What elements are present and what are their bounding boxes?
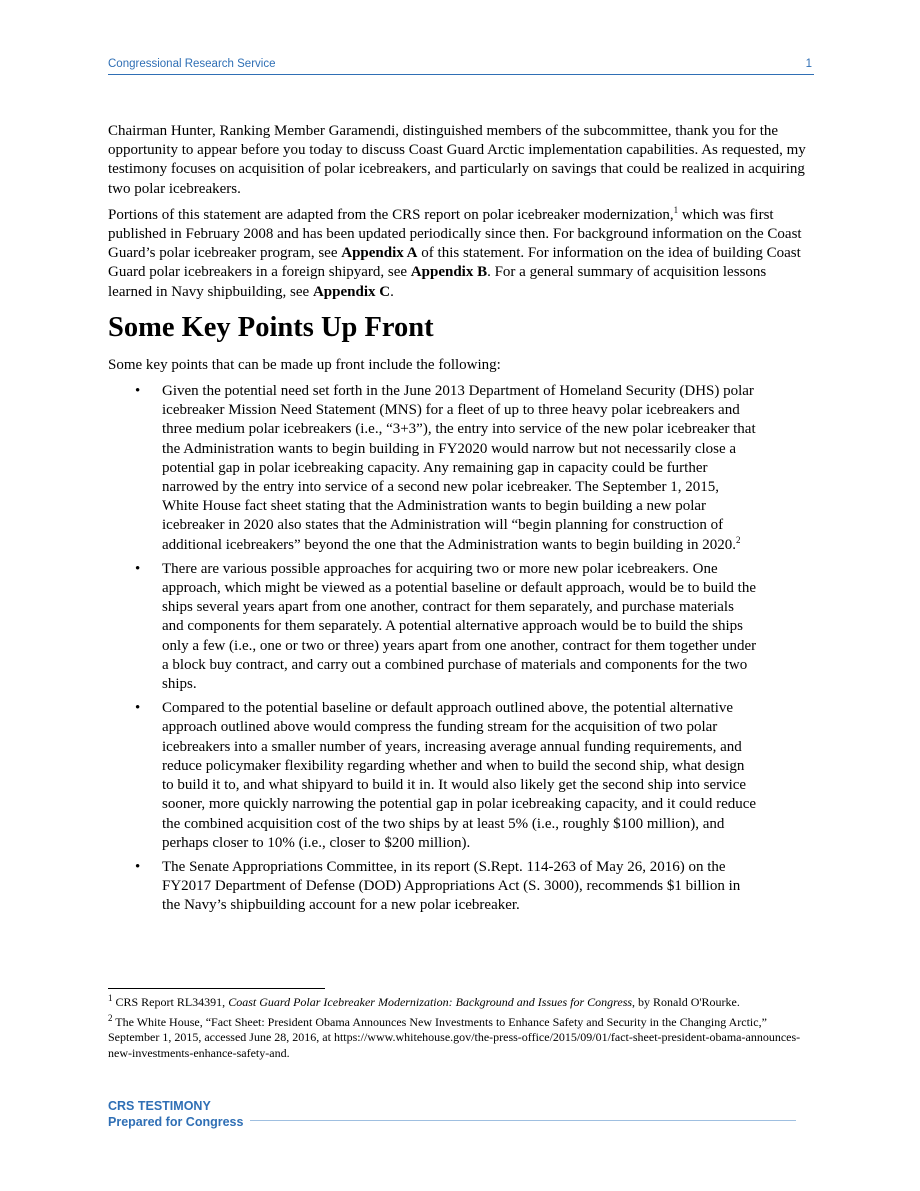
appendix-c-ref: Appendix C [312,283,391,300]
footer-divider [250,1120,796,1121]
footnote-ref-2[interactable]: 2 [736,534,741,545]
intro-text: . [390,283,394,300]
list-item [108,560,758,694]
intro-text: of this statement. For information on the idea of building Coast Guard polar icebreakers in a foreign shipyard, see [108,245,801,281]
intro-paragraph-2 [108,206,814,302]
intro-paragraph-1: Chairman Hunter, Ranking Member Garamendi, distinguished members of the subcommittee, thank you for the opportunity to appear before you today to discuss Coast Guard Arctic implementation capabilities. As requested, my testimony focuses on acquisition of polar icebreakers, and particularly on savings that could be realized in acquiring two polar icebreakers. [108,123,806,197]
intro-text: Portions of this statement are adapted from the CRS report on polar icebreaker modernization, [108,206,674,223]
footnote-number: 1 [108,993,113,1003]
list-item-text: The Senate Appropriations Committee, in its report (S.Rept. 114-263 of May 26, 2016) on the FY2017 Department of Defense (DOD) Appropriations Act (S. 3000), recommends $1 billion in the Navy’s shipbuilding account for a new polar icebreaker. [162,858,741,914]
page-number: 1 [805,58,812,70]
key-points-list [108,382,814,915]
footnote-number: 2 [108,1012,113,1023]
footer-subtitle: Prepared for Congress [108,1115,244,1129]
appendix-a-ref: Appendix A [341,245,418,262]
footer-title: CRS TESTIMONY [108,1099,211,1113]
section-heading: Some Key Points Up Front [108,311,434,343]
footnote-report-title: Coast Guard Polar Icebreaker Modernization: Background and Issues for Congress [228,995,633,1009]
footnotes [108,995,816,1065]
page-footer [108,1098,243,1130]
list-item [108,382,758,555]
intro-text: . For a general summary of acquisition lessons learned in Navy shipbuilding, see [108,264,767,300]
bullet-icon: • [135,858,141,875]
bullet-icon: • [135,383,141,400]
main-content [108,122,814,921]
footnote-divider [108,988,325,989]
footnote-text: CRS Report RL34391, [112,995,229,1009]
bullet-icon: • [135,560,141,577]
footnote-text: , by Ronald O'Rourke. [632,995,740,1009]
list-item [108,699,758,853]
footnote-text[interactable]: The White House, “Fact Sheet: President Obama Announces New Investments to Enhance Safety and Security in the Changing Arctic,” September 1, 2015, accessed June 28, 2016, at https://www.whitehouse.gov/the-press-office/2015/09/01/fact-sheet-president-obama-announces-new-investments-enhance-safety-and. [108,1014,801,1060]
footnote-1 [108,995,816,1011]
page-header [108,58,814,75]
list-item [108,858,758,916]
list-item-text: Given the potential need set forth in the June 2013 Department of Homeland Security (DHS) polar icebreaker Mission Need Statement (MNS) for a fleet of up to three heavy polar icebreakers and three medium polar icebreakers (i.e., “3+3”), the entry into service of the new polar icebreaker that the Administration wants to begin building in FY2020 would narrow but not necessarily close a potential gap in polar icebreaking capacity. Any remaining gap in capacity could be further narrowed by the entry into service of a second new polar icebreaker. The September 1, 2015, White House fact sheet stating that the Administration wants to begin building a new polar icebreaker in 2020 also states that the Administration will “begin planning for construction of additional icebreakers” beyond the one that the Administration wants to begin building in 2020. [162,383,756,553]
footnote-ref-1[interactable]: 1 [673,204,679,215]
section-lead: Some key points that can be made up front include the following: [108,356,501,373]
appendix-b-ref: Appendix B [410,264,488,281]
list-item-text: Compared to the potential baseline or default approach outlined above, the potential alternative approach outlined above would compress the funding stream for the acquisition of two polar icebreakers into a smaller number of years, increasing average annual funding requirements, and reduce policymaker flexibility regarding whether and when to build the second ship, what design to build it to, and what shipyard to build it in. It would also likely get the second ship into service sooner, more quickly narrowing the potential gap in polar icebreaking capacity, and it could reduce the combined acquisition cost of the two ships by at least 5% (i.e., roughly $100 million), and perhaps closer to 10% (i.e., closer to $200 million). [162,700,757,851]
footnote-2 [108,1012,816,1062]
bullet-icon: • [135,700,141,717]
list-item-text: There are various possible approaches for acquiring two or more new polar icebreakers. One approach, which might be viewed as a potential baseline or default approach, would be to build the ships several years apart from one another, contract for them separately, and purchase materials and components for them separately. A potential alternative approach would be to build the ships only a few (i.e., one or two or three) years apart from one another, contract for them together under a block buy contract, and carry out a combined purchase of materials and components for the two ships. [162,560,757,693]
header-org: Congressional Research Service [108,58,276,70]
intro-text: which was first published in February 2008 and has been updated periodically since then. For background information on the Coast Guard’s polar icebreaker program, see [108,206,802,262]
